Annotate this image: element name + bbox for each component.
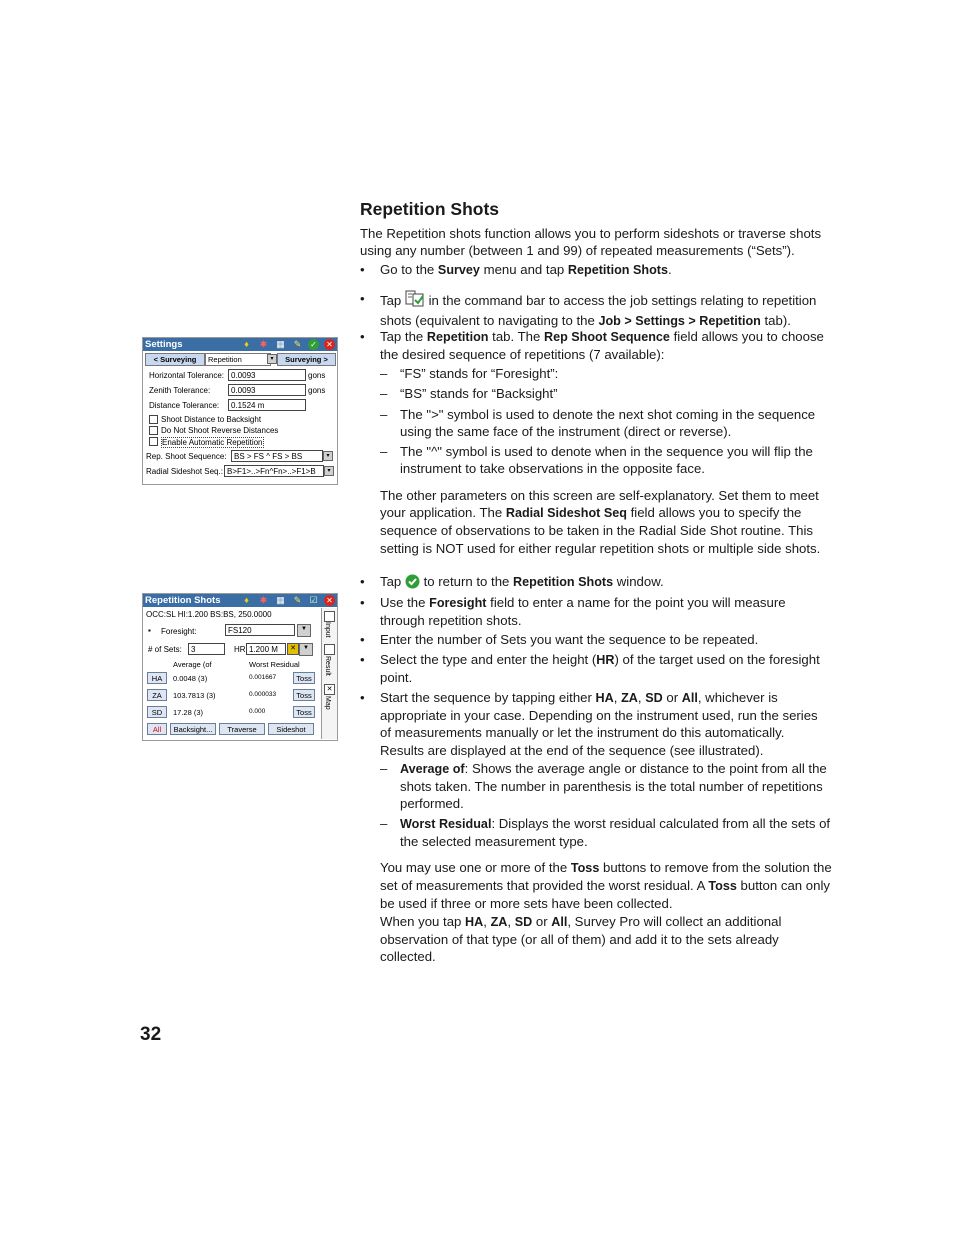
notes-icon[interactable]: ✎: [293, 339, 302, 349]
tab-dropdown-icon[interactable]: ▾: [267, 354, 277, 364]
input-tab-icon[interactable]: [324, 611, 335, 622]
z-tol-unit: gons: [308, 386, 326, 395]
ok-check-icon: [405, 574, 420, 593]
notes-icon[interactable]: ✎: [293, 595, 302, 605]
side-tab-input[interactable]: Input: [324, 622, 331, 638]
settings-title: Settings: [145, 339, 183, 350]
auto-repetition-label: Enable Automatic Repetition: [162, 438, 263, 447]
tab-surveying-next[interactable]: Surveying >: [277, 353, 336, 366]
tab-repetition-label: Repetition: [208, 355, 242, 364]
auto-repetition-checkbox[interactable]: [149, 437, 158, 446]
za-average: 103.7813 (3): [173, 691, 216, 700]
ok-icon[interactable]: ✓: [308, 339, 319, 350]
rep-seq-label: Rep. Shoot Sequence:: [146, 452, 227, 461]
repetition-shots-screenshot: [142, 593, 338, 741]
status-line: OCC:SL HI:1.200 BS:BS, 250.0000: [146, 610, 272, 619]
target-type-icon[interactable]: ✕: [287, 643, 299, 655]
h-tol-label: Horizontal Tolerance:: [149, 371, 225, 380]
collect-paragraph: When you tap HA, ZA, SD or All, Survey Pro will collect an additional observation of that type (or all of them) and add it to the sets already collected.: [380, 914, 782, 965]
sd-toss-button[interactable]: Toss: [293, 706, 315, 718]
section-title: Repetition Shots: [360, 199, 500, 219]
radial-label: Radial Sideshot Seq.:: [146, 467, 223, 476]
no-reverse-label: Do Not Shoot Reverse Distances: [161, 426, 279, 435]
help-icon[interactable]: ♦: [244, 339, 249, 349]
d-tol-field[interactable]: 0.1524 m: [228, 399, 306, 411]
job-settings-icon[interactable]: ☑: [309, 595, 318, 605]
other-parameters-paragraph: The other parameters on this screen are self-explanatory. Set them to meet your application. The Radial Sideshot Seq field allows you to specify the sequence of observations to be taken in the Radial Side Shot routine. This setting is NOT used for either regular repetition shots or multiple side shots.: [380, 488, 821, 556]
sideshot-button[interactable]: Sideshot: [268, 723, 314, 735]
rep-seq-select[interactable]: BS > FS ^ FS > BS: [231, 450, 323, 462]
d-tol-label: Distance Tolerance:: [149, 401, 220, 410]
close-icon[interactable]: ✕: [324, 339, 335, 350]
shoot-distance-checkbox[interactable]: [149, 415, 158, 424]
hr-label: HR: [234, 645, 246, 654]
h-tol-field[interactable]: 0.0093: [228, 369, 306, 381]
za-worst: 0.000033: [249, 691, 277, 698]
za-toss-button[interactable]: Toss: [293, 689, 315, 701]
foresight-field[interactable]: FS120: [225, 624, 295, 636]
hr-field[interactable]: 1.200 M: [246, 643, 286, 655]
sd-average: 17.28 (3): [173, 708, 204, 717]
toss-paragraph: You may use one or more of the Toss buttons to remove from the solution the set of measurements that provided the worst residual. A Toss button can only be used if three or more sets have been collected.: [380, 860, 832, 912]
sets-label: # of Sets:: [148, 645, 182, 654]
tab-repetition[interactable]: [205, 353, 271, 366]
side-tab-map[interactable]: Map: [324, 696, 331, 710]
settings-screenshot: [142, 337, 338, 485]
ha-button[interactable]: HA: [147, 672, 167, 684]
intro-paragraph: The Repetition shots function allows you to perform sideshots or traverse shots using any number (between 1 and 99) of repeated measurements (“Sets”).: [360, 226, 822, 259]
laser-icon[interactable]: ✱: [259, 595, 268, 605]
traverse-button[interactable]: Traverse: [219, 723, 265, 735]
bullet-marker: ▪: [148, 626, 151, 635]
z-tol-field[interactable]: 0.0093: [228, 384, 306, 396]
foresight-dropdown-icon[interactable]: ▼: [297, 624, 311, 637]
sd-worst: 0.000: [249, 708, 266, 715]
backsight-button[interactable]: Backsight...: [170, 723, 216, 735]
ha-toss-button[interactable]: Toss: [293, 672, 315, 684]
side-tab-result[interactable]: Result: [324, 656, 331, 676]
ha-worst: 0.001667: [249, 674, 277, 681]
worst-residual-header: Worst Residual: [249, 660, 300, 669]
za-button[interactable]: ZA: [147, 689, 167, 701]
ha-average: 0.0048 (3): [173, 674, 208, 683]
z-tol-label: Zenith Tolerance:: [149, 386, 211, 395]
sd-button[interactable]: SD: [147, 706, 167, 718]
sets-field[interactable]: 3: [188, 643, 225, 655]
result-tab-icon[interactable]: [324, 644, 335, 655]
hr-dropdown-icon[interactable]: ▼: [299, 643, 313, 656]
rep-seq-dropdown-icon[interactable]: ▾: [323, 451, 333, 461]
no-reverse-checkbox[interactable]: [149, 426, 158, 435]
h-tol-unit: gons: [308, 371, 326, 380]
radial-select[interactable]: B>F1>..>Fn^Fn>..>F1>B: [224, 465, 324, 477]
page-number: 32: [140, 1024, 162, 1045]
rep-title: Repetition Shots: [145, 595, 221, 606]
shoot-distance-label: Shoot Distance to Backsight: [161, 415, 262, 424]
grid-icon[interactable]: ▦: [276, 595, 285, 605]
all-button[interactable]: All: [147, 723, 167, 735]
grid-icon[interactable]: ▦: [276, 339, 285, 349]
job-settings-icon: [405, 290, 425, 312]
foresight-label: Foresight:: [161, 627, 197, 636]
close-icon[interactable]: ✕: [324, 595, 335, 606]
radial-dropdown-icon[interactable]: ▾: [324, 466, 334, 476]
tab-surveying-prev[interactable]: < Surveying: [145, 353, 205, 366]
laser-icon[interactable]: ✱: [259, 339, 268, 349]
average-header: Average (of: [173, 660, 212, 669]
help-icon[interactable]: ♦: [244, 595, 249, 605]
map-tab-icon[interactable]: ✕: [324, 684, 335, 695]
